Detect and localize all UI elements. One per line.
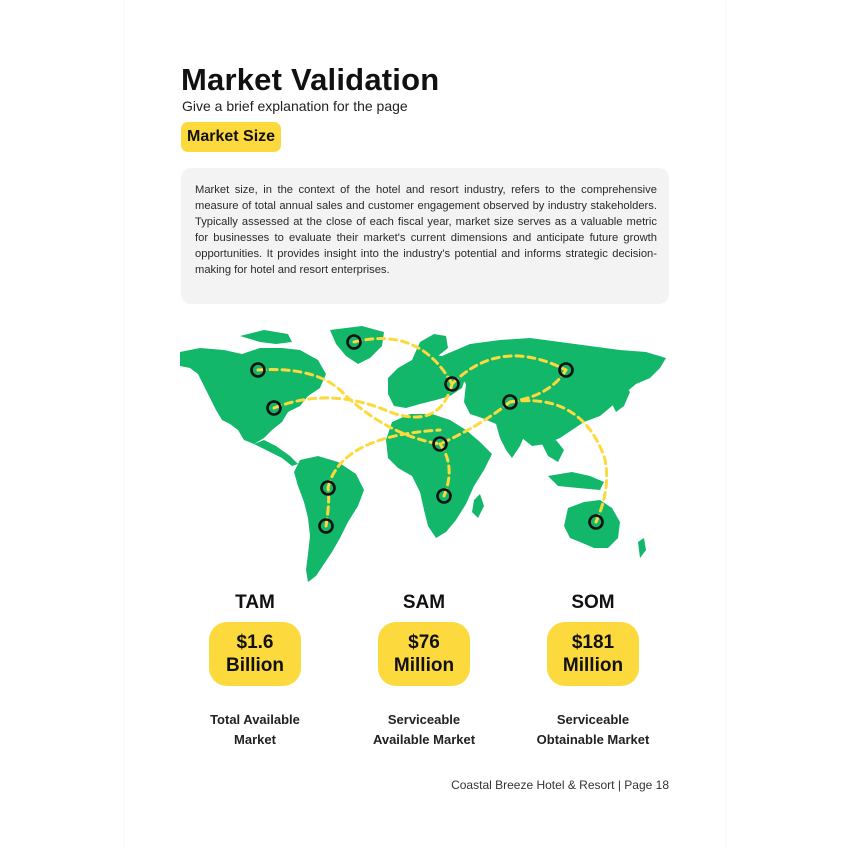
metric-abbr: SOM <box>571 592 615 613</box>
metric-som <box>518 590 668 750</box>
section-badge: Market Size <box>181 122 281 152</box>
canadian-islands-shape <box>240 330 292 344</box>
metric-value-line: Million <box>393 655 455 676</box>
asia-shape <box>442 338 666 446</box>
page-footer: Coastal Breeze Hotel & Resort | Page 18 <box>451 778 669 792</box>
metric-tam <box>180 590 330 750</box>
north-america-shape <box>180 348 326 444</box>
metric-description-line: Available Market <box>372 732 476 747</box>
metric-value-line: Million <box>562 655 624 676</box>
metric-value-line: $1.6 <box>236 632 274 653</box>
description-panel <box>181 168 669 304</box>
metric-value-line: $181 <box>571 632 615 653</box>
metric-description-line: Serviceable <box>387 712 461 727</box>
metric-value-badge <box>378 622 470 686</box>
madagascar-shape <box>472 494 484 518</box>
metric-description <box>349 710 499 750</box>
indonesia-shape <box>548 472 604 490</box>
metric-abbr: SAM <box>402 592 446 613</box>
metric-description <box>518 710 668 750</box>
metric-value-line: Billion <box>225 655 285 676</box>
southeast-asia-shape <box>542 440 564 462</box>
metric-description-line: Total Available <box>210 712 300 727</box>
metric-abbr: TAM <box>235 592 275 613</box>
central-america-shape <box>254 440 298 466</box>
metric-description-line: Obtainable Market <box>536 732 650 747</box>
australia-shape <box>564 500 620 548</box>
metric-value-badge <box>547 622 639 686</box>
description-text: Market size, in the context of the hotel and resort industry, refers to the comprehensive measure of total annual sales and customer engagement observed by industry stakeholders. Typically assessed at the close of each fiscal year, market size serves as a valuable metric for businesses to evaluate their market's current dimensions and anticipate future growth opportunities. It provides insight into the industry's potential and informs strategic decision-making for hotel and resort enterprises. <box>195 184 657 276</box>
greenland-shape <box>330 326 384 364</box>
metric-description-line: Serviceable <box>556 712 630 727</box>
metric-sam <box>349 590 499 750</box>
page-subtitle: Give a brief explanation for the page <box>182 98 408 114</box>
metric-value-line: $76 <box>408 632 440 653</box>
metric-value-badge <box>209 622 301 686</box>
page-title: Market Validation <box>181 62 440 97</box>
metric-description <box>180 710 330 750</box>
metric-description-line: Market <box>234 732 276 747</box>
new-zealand-shape <box>638 538 646 558</box>
world-map <box>180 326 670 582</box>
